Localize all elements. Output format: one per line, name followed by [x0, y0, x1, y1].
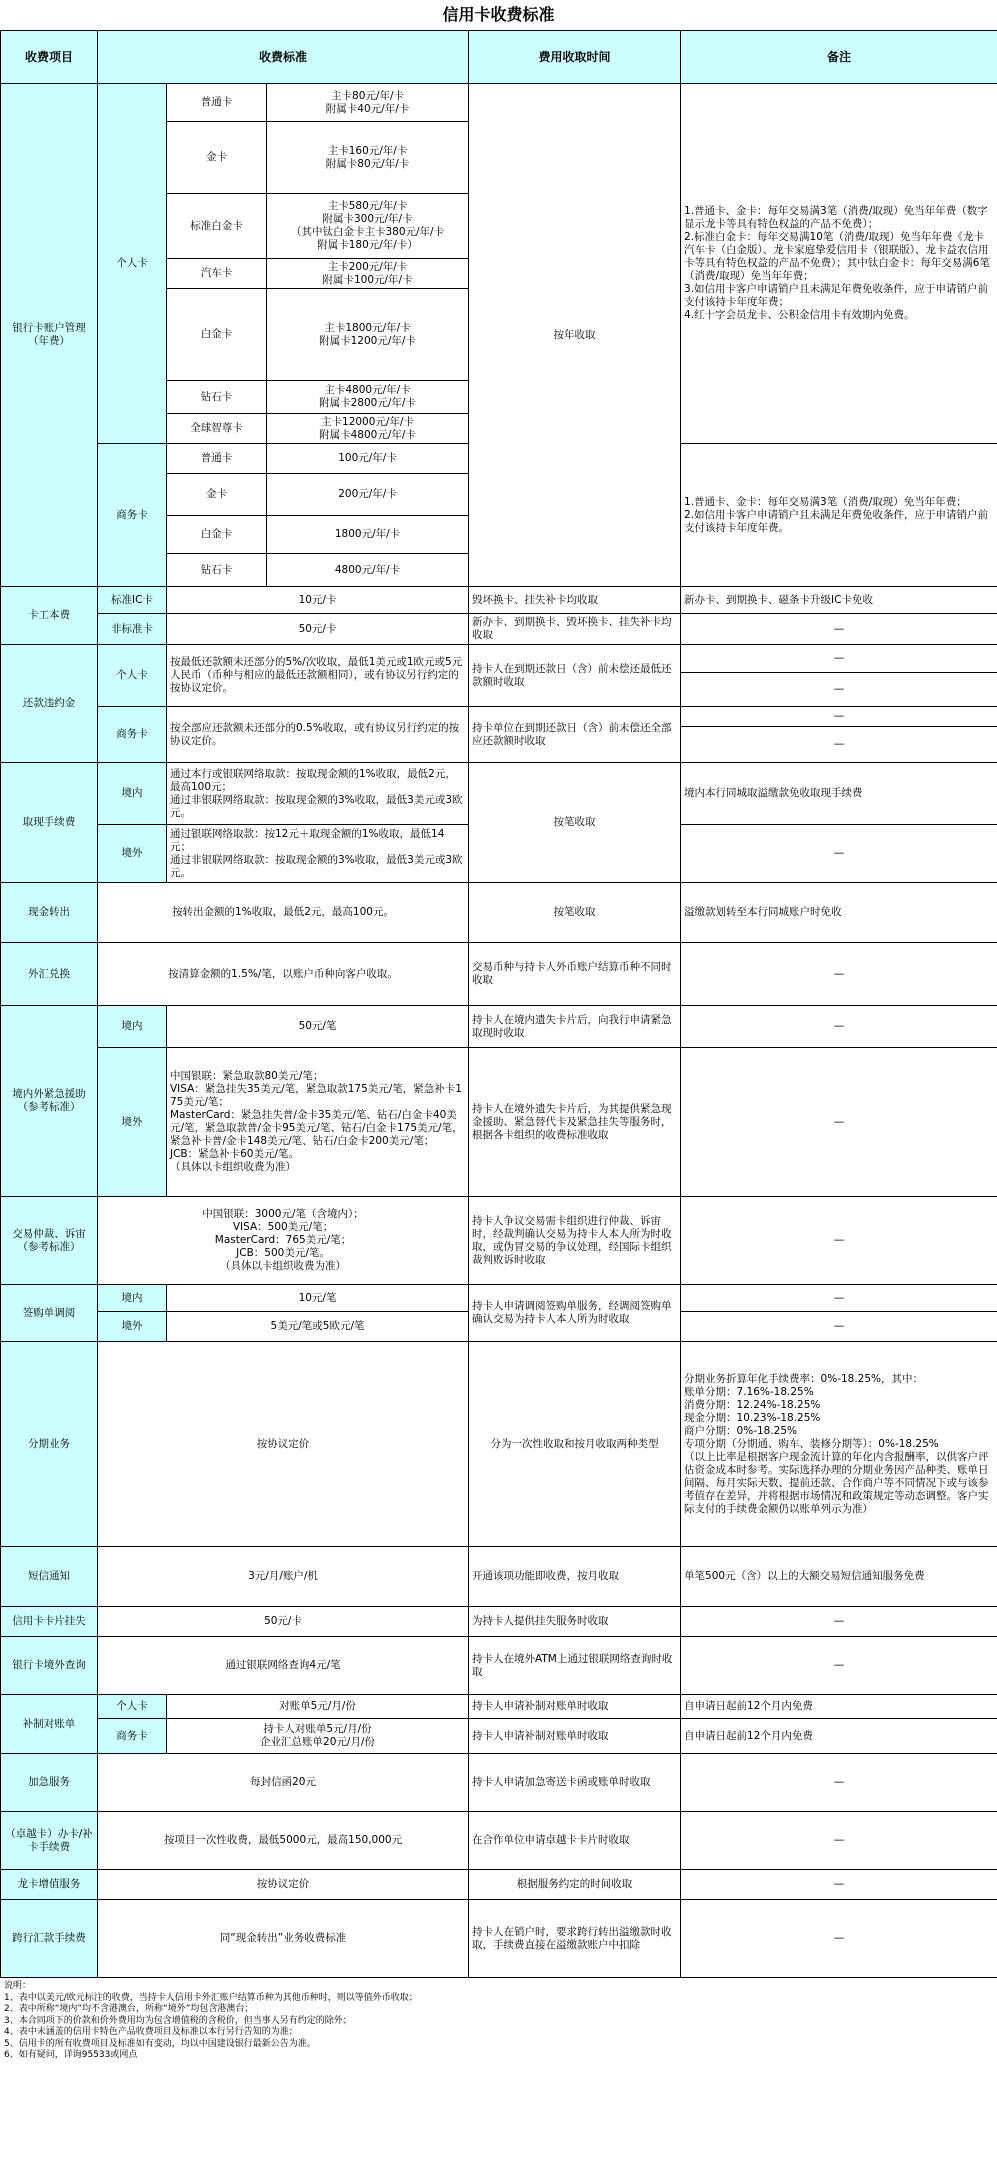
row-fee: 持卡人对账单5元/月/份 企业汇总账单20元/月/份: [167, 1719, 469, 1754]
row-note: —: [681, 1006, 997, 1048]
row-fee: 10元/卡: [167, 587, 469, 614]
row-note: —: [681, 1048, 997, 1197]
row-time: 持卡人在到期还款日（含）前未偿还最低还款额时收取: [469, 645, 681, 707]
row-note: —: [681, 1812, 997, 1870]
row-note: —: [681, 1900, 997, 1978]
row-fee: 50元/笔: [167, 1006, 469, 1048]
row-time: 持卡人在境外遗失卡片后，为其提供紧急现金援助、紧急替代卡及紧急挂失等服务时，根据各卡组织的收费标准收取: [469, 1048, 681, 1197]
row-type: 个人卡: [98, 645, 167, 707]
card-fee: 主卡80元/年/卡 附属卡40元/年/卡: [267, 84, 469, 122]
footnote-line: 1、表中以美元/欧元标注的收费，当持卡人信用卡外汇账户结算币种为其他币种时，则以等值外币收取；: [4, 1992, 418, 2003]
table-row: [1, 1719, 997, 1754]
row-note: 单笔500元（含）以上的大额交易短信通知服务免费: [681, 1547, 997, 1607]
card-type: 白金卡: [167, 289, 267, 381]
card-type: 白金卡: [167, 516, 267, 554]
row-fee: 50元/卡: [167, 614, 469, 645]
card-fee: 主卡4800元/年/卡 附属卡2800元/年/卡: [267, 381, 469, 414]
item-annual: 银行卡账户管理（年费）: [1, 84, 98, 587]
card-fee: 主卡12000元/年/卡 附属卡4800元/年/卡: [267, 414, 469, 444]
row-fee: 通过银联网络查询4元/笔: [98, 1637, 469, 1695]
card-fee: 100元/年/卡: [267, 444, 469, 474]
table-row: [1, 1547, 997, 1607]
card-type: 钻石卡: [167, 381, 267, 414]
table-row: [1, 1342, 997, 1547]
subtype-business: 商务卡: [98, 444, 167, 587]
row-note: —: [681, 727, 997, 763]
page-title: 信用卡收费标准: [442, 5, 555, 24]
card-fee: 主卡200元/年/卡 附属卡100元/年/卡: [267, 259, 469, 289]
row-note: —: [681, 1607, 997, 1637]
card-fee: 主卡160元/年/卡 附属卡80元/年/卡: [267, 122, 469, 194]
row-time: 持卡单位在到期还款日（含）前未偿还全部应还款额时收取: [469, 707, 681, 763]
item-slip: 签购单调阅: [1, 1285, 98, 1342]
subtype-personal: 个人卡: [98, 84, 167, 444]
item-value-added: 龙卡增值服务: [1, 1870, 98, 1900]
row-note: —: [681, 614, 997, 645]
table-row: [1, 1754, 997, 1812]
item-crossline: 跨行汇款手续费: [1, 1900, 98, 1978]
header-item: 收费项目: [1, 31, 98, 84]
row-fee: 按项目一次性收费，最低5000元，最高150,000元: [98, 1812, 469, 1870]
card-type: 标准白金卡: [167, 194, 267, 259]
item-query: 银行卡境外查询: [1, 1637, 98, 1695]
card-type: 钻石卡: [167, 554, 267, 587]
table-row: [1, 614, 997, 645]
header-note: 备注: [681, 31, 997, 84]
row-note: —: [681, 1637, 997, 1695]
row-note: —: [681, 1312, 997, 1342]
item-late: 还款违约金: [1, 645, 98, 763]
row-time: 持卡人在销户时，要求跨行转出溢缴款时收取，手续费直接在溢缴款账户中扣除: [469, 1900, 681, 1978]
row-fee: 中国银联：3000元/笔（含境内）； VISA：500美元/笔； MasterCard：765美元/笔； JCB：500美元/笔。 （具体以卡组织收费为准）: [98, 1197, 469, 1285]
row-fee: 按协议定价: [98, 1870, 469, 1900]
footnote-line: 5、信用卡的所有收费项目及标准如有变动，均以中国建设银行最新公告为准。: [4, 2038, 316, 2049]
table-row: [1, 1197, 997, 1285]
item-installment: 分期业务: [1, 1342, 98, 1547]
row-fee: 通过本行或银联网络取款：按取现金额的1%收取，最低2元，最高100元； 通过非银联网络取款：按取现金额的3%收取，最低3美元或3欧元。: [167, 763, 469, 825]
header-time: 费用收取时间: [469, 31, 681, 84]
row-time: 分为一次性收取和按月收取两种类型: [469, 1342, 681, 1547]
item-statement: 补制对账单: [1, 1695, 98, 1754]
row-note: 自申请日起前12个月内免费: [681, 1695, 997, 1719]
card-fee: 主卡580元/年/卡 附属卡300元/年/卡 （其中钛白金卡主卡380元/年/卡 附属卡180元/年/卡）: [267, 194, 469, 259]
row-type: 境外: [98, 1312, 167, 1342]
row-fee: 按全部应还款额未还部分的0.5%收取，或有协议另行约定的按协议定价。: [167, 707, 469, 763]
row-type: 境外: [98, 1048, 167, 1197]
row-time: 持卡人申请加急寄送卡函或账单时收取: [469, 1754, 681, 1812]
row-time: 持卡人申请补制对账单时收取: [469, 1695, 681, 1719]
time-annual: 按年收取: [469, 84, 681, 587]
table-row: [1, 883, 997, 943]
row-note: —: [681, 1197, 997, 1285]
item-emergency: 境内外紧急援助（参考标准）: [1, 1006, 98, 1197]
item-loss: 信用卡卡片挂失: [1, 1607, 98, 1637]
card-fee: 200元/年/卡: [267, 474, 469, 516]
card-fee: 4800元/年/卡: [267, 554, 469, 587]
table-row: [1, 763, 997, 825]
table-row: [1, 84, 997, 122]
table-row: [1, 645, 997, 673]
row-note: —: [681, 707, 997, 727]
row-fee: 10元/笔: [167, 1285, 469, 1312]
row-type: 标准IC卡: [98, 587, 167, 614]
item-dispute: 交易仲裁、诉宙（参考标准）: [1, 1197, 98, 1285]
table-row: [1, 1900, 997, 1978]
row-note: —: [681, 825, 997, 883]
row-type: 境外: [98, 825, 167, 883]
row-note: —: [681, 1754, 997, 1812]
footnotes: [0, 1978, 997, 2062]
row-type: 商务卡: [98, 1719, 167, 1754]
row-fee: 同“现金转出”业务收费标准: [98, 1900, 469, 1978]
card-type: 金卡: [167, 474, 267, 516]
row-fee: 每封信函20元: [98, 1754, 469, 1812]
footnote-line: 4、表中未涵盖的信用卡特色产品收费项目及标准以本行另行告知的为准；: [4, 2027, 298, 2037]
card-type: 全球智尊卡: [167, 414, 267, 444]
row-time: 开通该项功能即收费，按月收取: [469, 1547, 681, 1607]
row-time: 持卡人在境外ATM上通过银联网络查询时收取: [469, 1637, 681, 1695]
row-time: 在合作单位申请卓越卡卡片时收取: [469, 1812, 681, 1870]
row-time: 持卡人争议交易需卡组织进行仲裁、诉宙时，经裁判确认交易为持卡人本人所为时收取，或伪冒交易的争议处理，经国际卡组织裁判败诉时收取: [469, 1197, 681, 1285]
note-annual-business: 1.普通卡、金卡：每年交易满3笔（消费/取现）免当年年费； 2.如信用卡客户申请销户且未满足年费免收条件，应于申请销户前支付该持卡年度年费。: [681, 444, 997, 587]
row-fee: 5美元/笔或5欧元/笔: [167, 1312, 469, 1342]
row-time: 持卡人申请补制对账单时收取: [469, 1719, 681, 1754]
row-time: 交易币种与持卡人外币账户结算币种不同时收取: [469, 943, 681, 1006]
row-note: 境内本行同城取溢缴款免收取现手续费: [681, 763, 997, 825]
row-note: —: [681, 943, 997, 1006]
table-row: [1, 1637, 997, 1695]
row-time: 按笔收取: [469, 883, 681, 943]
card-type: 普通卡: [167, 444, 267, 474]
row-fee: 按转出金额的1%收取，最低2元，最高100元。: [98, 883, 469, 943]
item-transfer: 现金转出: [1, 883, 98, 943]
item-fx: 外汇兑换: [1, 943, 98, 1006]
card-type: 汽车卡: [167, 259, 267, 289]
card-fee: 1800元/年/卡: [267, 516, 469, 554]
table-row: [1, 587, 997, 614]
row-type: 商务卡: [98, 707, 167, 763]
time-cash: 按笔收取: [469, 763, 681, 883]
footnote-line: 6、如有疑问，详询95533或网点: [4, 2050, 138, 2060]
row-time: 为持卡人提供挂失服务时收取: [469, 1607, 681, 1637]
footnote-line: 2、表中所称“境内”均不含港澳台，所称“境外”均包含港澳台；: [4, 2004, 254, 2014]
row-type: 个人卡: [98, 1695, 167, 1719]
row-note: 溢缴款划转至本行同城账户时免收: [681, 883, 997, 943]
table-row: [1, 1870, 997, 1900]
table-row: [1, 1048, 997, 1197]
header-standard: 收费标准: [98, 31, 469, 84]
note-annual-personal: 1.普通卡、金卡：每年交易满3笔（消费/取现）免当年年费（数字显示龙卡等具有特色权益的产品不免费）； 2.标准白金卡：每年交易满10笔（消费/取现）免当年年费《龙卡汽车卡（白金版）、龙卡家庭挚爱信用卡（银联版）、龙卡益农信用卡等具有特色权益的产品不免费）；其中钛白金卡：每年交易满6笔（消费/取现）免当年年费； 3.如信用卡客户申请销户且未满足年费免收条件，应于申请销户前支付该持卡年度年费； 4.红十字会员龙卡、公积金信用卡有效期内免费。: [681, 84, 997, 444]
row-fee: 按清算金额的1.5%/笔，以账户币种向客户收取。: [98, 943, 469, 1006]
table-row: [1, 1285, 997, 1312]
row-note: —: [681, 645, 997, 673]
item-sms: 短信通知: [1, 1547, 98, 1607]
time-slip: 持卡人申请调阅签购单服务，经调阅签购单确认交易为持卡人本人所为时收取: [469, 1285, 681, 1342]
row-type: 境内: [98, 763, 167, 825]
row-type: 境内: [98, 1285, 167, 1312]
item-zhuoyue: （卓越卡）办卡/补卡手续费: [1, 1812, 98, 1870]
row-fee: 50元/卡: [98, 1607, 469, 1637]
table-header-row: [1, 31, 997, 84]
item-urgent: 加急服务: [1, 1754, 98, 1812]
table-row: [1, 1006, 997, 1048]
table-row: [1, 1695, 997, 1719]
card-fee: 主卡1800元/年/卡 附属卡1200元/年/卡: [267, 289, 469, 381]
table-row: [1, 1607, 997, 1637]
fee-table: [0, 30, 997, 1978]
row-fee: 通过银联网络取款：按12元＋取现金额的1%收取，最低14元； 通过非银联网络取款：按取现金额的3%收取，最低3美元或3欧元。: [167, 825, 469, 883]
card-type: 金卡: [167, 122, 267, 194]
footnote-line: 说明：: [4, 1981, 32, 1991]
row-fee: 3元/月/账户/机: [98, 1547, 469, 1607]
row-note: —: [681, 1870, 997, 1900]
row-fee: 按最低还款额未还部分的5%/次收取，最低1美元或1欧元或5元人民币（币种与相应的最低还款额相同），或有协议另行约定的按协议定价。: [167, 645, 469, 707]
card-type: 普通卡: [167, 84, 267, 122]
row-note: 分期业务折算年化手续费率：0%-18.25%，其中： 账单分期：7.16%-18.25% 消费分期：12.24%-18.25% 现金分期：10.23%-18.25% 商户分期：0%-18.25% 专项分期（分期通、购车、装修分期等）：0%-18.25% （以上比率是根据客户现金流计算的年化内含报酬率，以供客户评估资金成本时参考。实际选择办理的分期业务因产品种类、账单日间隔、每月实际天数、提前还款、合作商户等不同情况下或与该参考值存在差异，并将根据市场情况和政策规定等动态调整。客户实际支付的手续费金额仍以账单列示为准）: [681, 1342, 997, 1547]
row-note: —: [681, 673, 997, 707]
row-fee: 按协议定价: [98, 1342, 469, 1547]
row-fee: 中国银联：紧急取款80美元/笔； VISA：紧急挂失35美元/笔，紧急取款175美元/笔，紧急补卡175美元/笔； MasterCard：紧急挂失普/金卡35美元/笔、钻石/白金卡40美元/笔，紧急取款普/金卡95美元/笔、钻石/白金卡175美元/笔，紧急补卡普/金卡148美元/笔、钻石/白金卡200美元/笔； JCB：紧急补卡60美元/笔。 （具体以卡组织收费为准）: [167, 1048, 469, 1197]
row-note: 新办卡、到期换卡、磁条卡升级IC卡免收: [681, 587, 997, 614]
footnote-line: 3、本合同项下的价款和价外费用均为包含增值税的含税价，但当事人另有约定的除外；: [4, 2015, 352, 2026]
row-type: 非标准卡: [98, 614, 167, 645]
table-row: [1, 707, 997, 727]
item-card-fee: 卡工本费: [1, 587, 98, 645]
row-type: 境内: [98, 1006, 167, 1048]
row-time: 持卡人在境内遗失卡片后，向我行申请紧急取现时收取: [469, 1006, 681, 1048]
row-note: 自申请日起前12个月内免费: [681, 1719, 997, 1754]
item-cash: 取现手续费: [1, 763, 98, 883]
row-time: 新办卡、到期换卡、毁坏换卡、挂失补卡均收取: [469, 614, 681, 645]
table-row: [1, 943, 997, 1006]
row-fee: 对账单5元/月/份: [167, 1695, 469, 1719]
row-time: 毁坏换卡、挂失补卡均收取: [469, 587, 681, 614]
row-note: —: [681, 1285, 997, 1312]
table-row: [1, 1812, 997, 1870]
row-time: 根据服务约定的时间收取: [469, 1870, 681, 1900]
